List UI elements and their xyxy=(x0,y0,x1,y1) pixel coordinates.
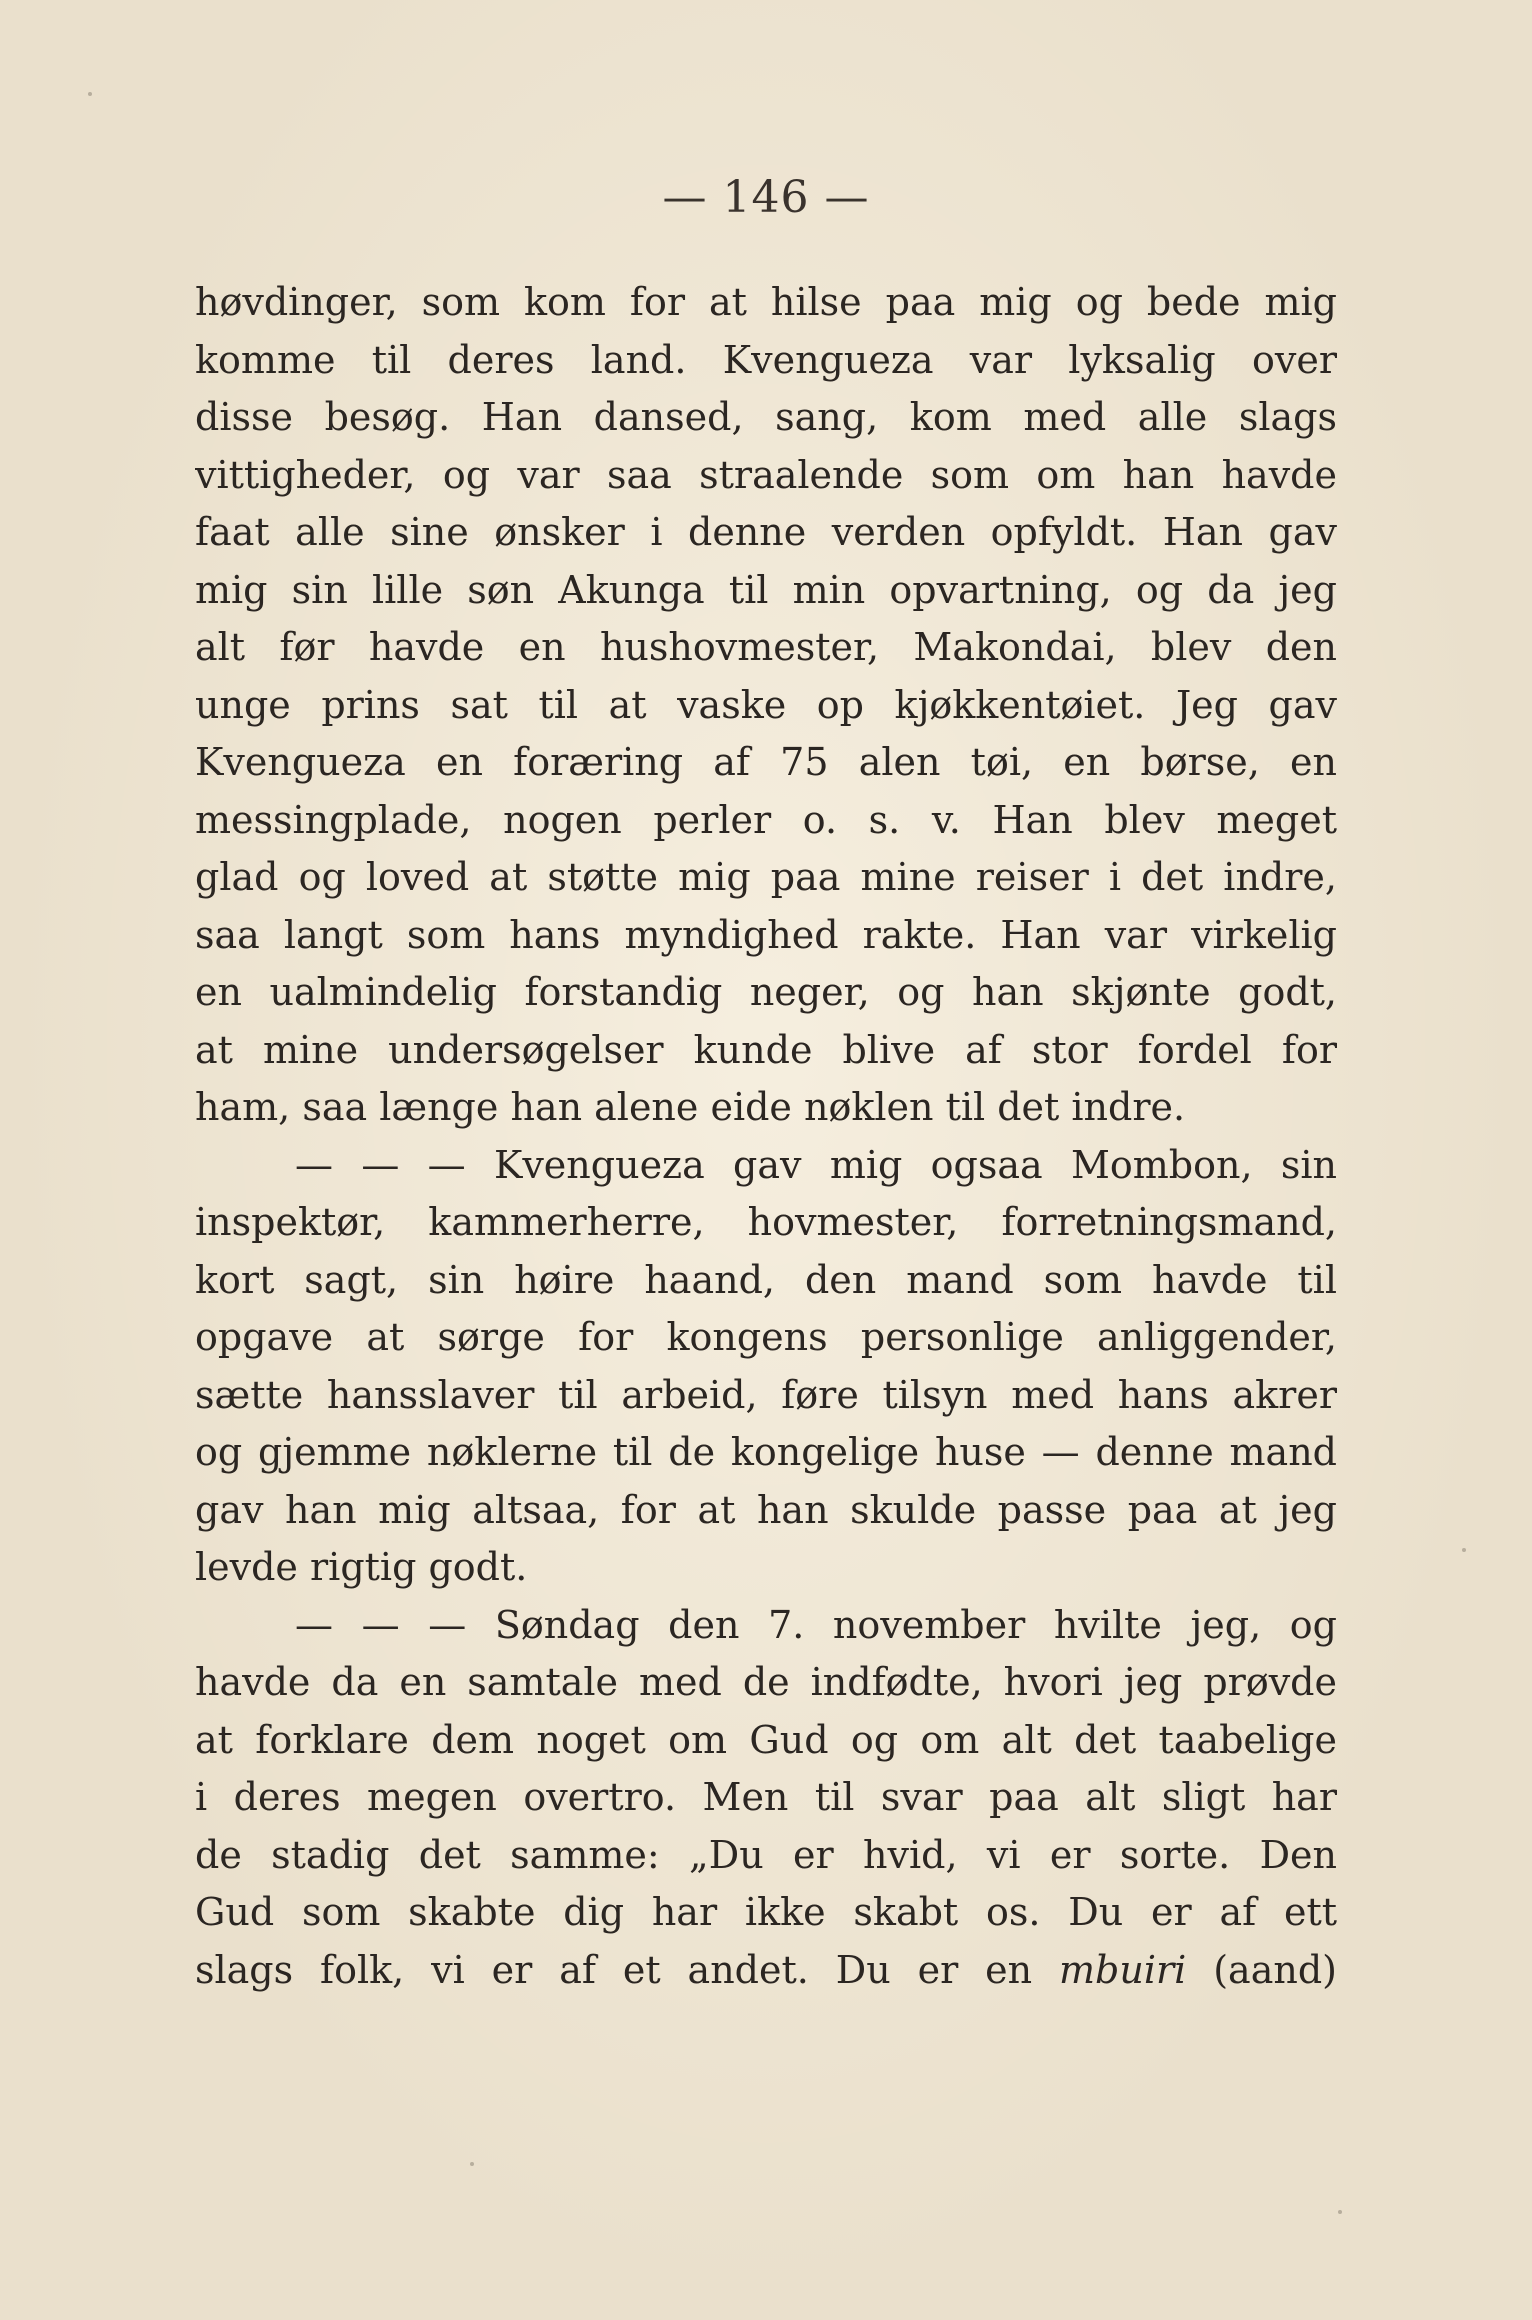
text-line: at mine undersøgelser kunde blive af stor fordel for xyxy=(195,1027,1337,1072)
paragraph-start-line: — — — Søndag den 7. november hvilte jeg, og xyxy=(295,1602,1337,1647)
text-line: i deres megen overtro. Men til svar paa alt sligt har xyxy=(195,1775,1337,1819)
text-line: en ualmindelig forstandig neger, og han skjønte godt, xyxy=(195,970,1337,1014)
text-line: og gjemme nøklerne til de kongelige huse — denne mand xyxy=(195,1430,1337,1474)
text-line: komme til deres land. Kvengueza var lyksalig over xyxy=(195,337,1337,382)
text-line-final xyxy=(195,1942,1337,2000)
paper-speck xyxy=(1462,1548,1466,1552)
paper-speck xyxy=(1338,2210,1342,2214)
text-line: alt før havde en hushovmester, Makondai, blev den xyxy=(195,625,1337,669)
text-line: Gud som skabte dig har ikke skabt os. Du er af ett xyxy=(195,1890,1337,1934)
text-line: unge prins sat til at vaske op kjøkkentøiet. Jeg gav xyxy=(195,682,1337,727)
text-line: Kvengueza en foræring af 75 alen tøi, en børse, en xyxy=(195,740,1337,784)
text-line: havde da en samtale med de indfødte, hvori jeg prøvde xyxy=(195,1660,1337,1704)
text-line: inspektør, kammerherre, hovmester, forretningsmand, xyxy=(195,1200,1337,1244)
text-segment: slags folk, vi er af et andet. Du er en xyxy=(195,1947,1060,1992)
paper-speck xyxy=(470,2162,474,2166)
text-line: at forklare dem noget om Gud og om alt det taabelige xyxy=(195,1717,1337,1762)
body-text xyxy=(195,274,1337,1999)
paper-speck xyxy=(88,92,92,96)
text-line: opgave at sørge for kongens personlige anliggender, xyxy=(195,1315,1337,1359)
text-line: gav han mig altsaa, for at han skulde passe paa at jeg xyxy=(195,1487,1337,1532)
text-line: mig sin lille søn Akunga til min opvartning, og da jeg xyxy=(195,567,1337,612)
italic-word: mbuiri xyxy=(1059,1947,1187,1992)
text-line: disse besøg. Han dansed, sang, kom med alle slags xyxy=(195,395,1337,439)
text-line: høvdinger, som kom for at hilse paa mig og bede mig xyxy=(195,280,1337,324)
text-line: glad og loved at støtte mig paa mine reiser i det indre, xyxy=(195,855,1337,899)
text-line: sætte hansslaver til arbeid, føre tilsyn med hans akrer xyxy=(195,1372,1337,1417)
page-number: — 146 — xyxy=(662,172,870,223)
paragraph-end-line: ham, saa længe han alene eide nøklen til det indre. xyxy=(195,1085,1186,1129)
text-line: de stadig det samme: „Du er hvid, vi er sorte. Den xyxy=(195,1832,1337,1877)
text-line: vittigheder, og var saa straalende som om han havde xyxy=(195,452,1337,497)
text-line: kort sagt, sin høire haand, den mand som havde til xyxy=(195,1257,1337,1302)
paragraph-end-line: levde rigtig godt. xyxy=(195,1545,528,1589)
text-segment: (aand) xyxy=(1186,1947,1337,1992)
text-line: messingplade, nogen perler o. s. v. Han blev meget xyxy=(195,797,1337,842)
text-line: faat alle sine ønsker i denne verden opfyldt. Han gav xyxy=(195,510,1337,554)
paragraph-start-line: — — — Kvengueza gav mig ogsaa Mombon, sin xyxy=(295,1142,1337,1187)
text-line: saa langt som hans myndighed rakte. Han var virkelig xyxy=(195,912,1337,957)
